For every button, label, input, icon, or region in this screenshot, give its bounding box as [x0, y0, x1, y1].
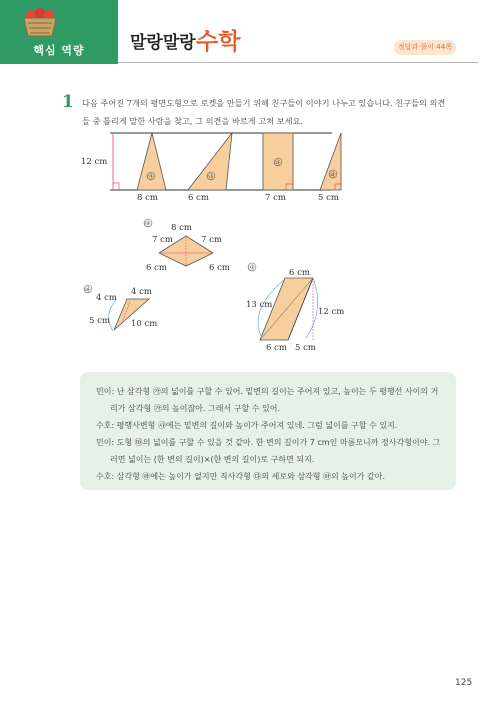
dim-g-bot-l: 6 cm — [266, 343, 287, 353]
dialogue-text: 평행사변형 ㉴에는 밑변의 길이와 높이가 주어져 있네. 그럼 넓이를 구할 수 있지. — [116, 421, 398, 430]
label-da: ㉰ — [274, 160, 281, 167]
page-title-part2: 수학 — [196, 29, 241, 55]
dialogue-text: 난 삼각형 ㉮의 넓이를 구할 수 있어. 밑변의 길이는 주어져 있고, 높이는 두 평행선 사이의 거 — [116, 387, 439, 396]
dim-parallel-height: 12 cm — [81, 157, 108, 167]
page-number: 125 — [455, 678, 473, 688]
dialogue-line-6 — [96, 471, 385, 482]
question-text: 다음 주어진 7개의 평면도형으로 로켓을 만들기 위해 친구들이 이야기 나누고 있습니다. 친구들의 의견들 중 틀리게 말한 사람을 찾고, 그 의견을 바르게 고쳐 보세요. — [82, 98, 446, 126]
dim-g-top: 6 cm — [289, 268, 310, 278]
label-na: ㉯ — [207, 174, 214, 181]
dialogue-line-3 — [96, 420, 397, 431]
dialogue-text: 삼각형 ㉱에는 높이가 없지만 직사각형 ㉰의 세로와 삼각형 ㉱의 높이가 같아. — [116, 472, 386, 481]
dialogue-line-5: 러면 넓이는 (한 변의 길이)×(한 변의 길이)로 구하면 되지. — [110, 455, 315, 464]
dim-g-right: 12 cm — [318, 307, 345, 317]
dim-c-base: 7 cm — [265, 193, 286, 203]
dialogue-line-1 — [96, 386, 438, 397]
dim-e-top: 8 cm — [171, 223, 192, 233]
page-title-part1: 말랑말랑 — [130, 33, 196, 53]
dim-f-left2: 5 cm — [89, 316, 110, 326]
label-ra: ㉱ — [329, 172, 336, 179]
label-ga: ㉮ — [147, 174, 154, 181]
dim-f-top: 4 cm — [131, 287, 152, 297]
label-ba: ㉳ — [84, 287, 91, 294]
dim-f-left1: 4 cm — [96, 293, 117, 303]
dim-d-base: 5 cm — [318, 193, 339, 203]
dim-f-bottom: 10 cm — [131, 319, 158, 329]
speaker-label: 민이: — [96, 387, 115, 396]
dim-e-side-r: 7 cm — [201, 235, 222, 245]
dialogue-line-4 — [96, 437, 440, 448]
section-label: 핵심 역량 — [33, 44, 85, 57]
speaker-label: 민이: — [96, 438, 115, 447]
dim-e-bot-r: 6 cm — [209, 263, 230, 273]
dim-g-left: 13 cm — [246, 300, 273, 310]
dialogue-line-2: 리가 삼각형 ㉮의 높이잖아. 그래서 구할 수 있어. — [110, 404, 280, 413]
dim-e-side-l: 7 cm — [152, 235, 173, 245]
speaker-label: 수호: — [96, 421, 115, 430]
dialogue-text: 도형 ㉲의 넓이를 구할 수 있을 것 같아. 한 변의 길이가 7 cm인 마름모니까 정사각형이야. 그 — [116, 438, 441, 447]
label-sa: ㉴ — [248, 265, 255, 272]
dim-b-base: 6 cm — [188, 193, 209, 203]
dim-e-bot-l: 6 cm — [146, 263, 167, 273]
question-number: 1 — [62, 92, 74, 112]
dim-a-base: 8 cm — [137, 193, 158, 203]
label-ma: ㉲ — [144, 221, 151, 228]
answer-reference-badge: 정답과 풀이 44쪽 — [394, 40, 456, 55]
speaker-label: 수호: — [96, 472, 115, 481]
dim-g-bot-r: 5 cm — [295, 343, 316, 353]
